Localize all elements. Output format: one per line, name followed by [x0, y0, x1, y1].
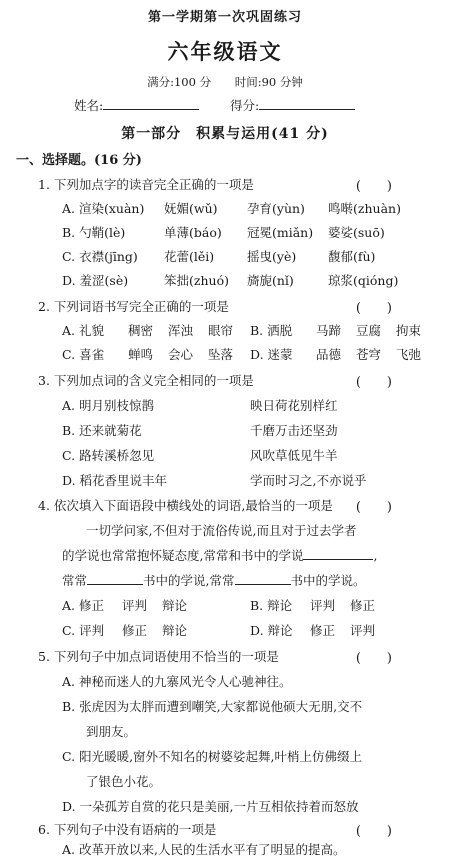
- q3-d1: D. 稻花香里说丰年: [62, 473, 168, 488]
- q3-c1: C. 路转溪桥忽见: [62, 448, 155, 463]
- q2-b2: 马蹄: [316, 323, 342, 338]
- q4-passage-line3-mid: 书中的学说,常常: [143, 573, 235, 588]
- q2-b1: B. 洒脱: [250, 323, 293, 338]
- q4-a1: A. 修正: [62, 598, 104, 613]
- q3-c2: 风吹草低见牛羊: [250, 448, 338, 463]
- q2-c1: C. 喜雀: [62, 347, 105, 362]
- q2-a2: 稠密: [128, 323, 154, 338]
- exam-meta: [0, 74, 450, 90]
- q4-passage-line3: [62, 571, 366, 589]
- q4-stem: 4. 依次填入下面语段中横线处的词语,最恰当的一项是: [38, 498, 333, 513]
- q2-c3: 会心: [168, 347, 194, 362]
- q4-c2: 修正: [122, 623, 148, 638]
- section-heading: 一、选择题。(16 分): [16, 153, 142, 168]
- q2-c4: 坠落: [208, 347, 234, 362]
- q2-b4: 拘束: [396, 323, 422, 338]
- q4-d3: 评判: [350, 623, 376, 638]
- q3-stem: 3. 下列加点词的含义完全相同的一项是: [38, 373, 254, 388]
- q1-b1: B. 勺鞘(lè): [62, 225, 126, 240]
- q6-answer-paren[interactable]: ( ): [355, 824, 392, 839]
- q4-blank-1[interactable]: [303, 547, 373, 560]
- q1-stem: 1. 下列加点字的读音完全正确的一项是: [38, 177, 254, 192]
- q1-a2: 妩媚(wǔ): [164, 201, 218, 216]
- q3-d2: 学而时习之,不亦说乎: [250, 473, 367, 488]
- q1-c4: 馥郁(fù): [328, 249, 376, 264]
- q1-c3: 摇曳(yè): [247, 249, 297, 264]
- q2-d2: 品德: [316, 347, 342, 362]
- q3-b1: B. 还来就菊花: [62, 423, 142, 438]
- score-field[interactable]: [230, 96, 355, 114]
- name-field[interactable]: [74, 96, 199, 114]
- q1-d1: D. 羞涩(sè): [62, 273, 129, 288]
- q4-c3: 辩论: [162, 623, 188, 638]
- q5-option-d-line1: D. 一朵孤芳自赏的花只是美丽,一片互相依持着而怒放: [62, 799, 359, 814]
- q4-blank-3[interactable]: [235, 572, 291, 585]
- q1-c2: 花蕾(lěi): [164, 249, 215, 264]
- q1-d4: 琼浆(qióng): [328, 273, 399, 288]
- name-blank[interactable]: [103, 97, 199, 110]
- q1-b4: 婆娑(suō): [328, 225, 385, 240]
- q5-stem: 5. 下列句子中加点词语使用不恰当的一项是: [38, 649, 279, 664]
- q5-option-b-line1: B. 张虎因为太胖而遭到嘲笑,大家都说他硕大无朋,交不: [62, 699, 363, 714]
- q2-stem: 2. 下列词语书写完全正确的一项是: [38, 299, 229, 314]
- q3-answer-paren[interactable]: ( ): [355, 375, 392, 390]
- q4-passage-line2-text: 的学说也常常抱怀疑态度,常常和书中的学说: [62, 548, 304, 563]
- q4-blank-2[interactable]: [87, 572, 143, 585]
- q6-stem: 6. 下列句子中没有语病的一项是: [38, 822, 217, 837]
- q2-a1: A. 礼貌: [62, 323, 104, 338]
- q3-a1: A. 明月别枝惊鹊: [62, 398, 154, 413]
- q5-option-c-line2: 了银色小花。: [86, 774, 162, 789]
- q1-d2: 笨拙(zhuó): [164, 273, 229, 288]
- q2-c2: 蝉鸣: [128, 347, 154, 362]
- q4-a3: 辩论: [162, 598, 188, 613]
- q4-b2: 评判: [310, 598, 336, 613]
- part-heading: 第一部分 积累与运用(41 分): [121, 126, 329, 142]
- q1-answer-paren[interactable]: ( ): [355, 179, 392, 194]
- q4-passage-line3-start: 常常: [62, 573, 88, 588]
- q1-a4: 鸣啭(zhuàn): [328, 201, 401, 216]
- q1-d3: 旖旎(nǐ): [247, 273, 294, 288]
- q2-answer-paren[interactable]: ( ): [355, 301, 392, 316]
- q4-a2: 评判: [122, 598, 148, 613]
- q4-passage-line1: 一切学问家,不但对于流俗传说,而且对于过去学者: [86, 523, 357, 538]
- q1-a3: 孕育(yùn): [247, 201, 305, 216]
- score-label: 得分:: [230, 98, 260, 113]
- q2-a4: 眼帘: [208, 323, 234, 338]
- q2-a3: 浑浊: [168, 323, 194, 338]
- q4-passage-line2-end: ,: [373, 548, 378, 563]
- page-title: 六年级语文: [167, 39, 283, 64]
- q4-b3: 修正: [350, 598, 376, 613]
- q2-b3: 豆腐: [356, 323, 382, 338]
- q4-passage-line2: [62, 546, 377, 564]
- q4-c1: C. 评判: [62, 623, 105, 638]
- score-blank[interactable]: [259, 97, 355, 110]
- q4-b1: B. 辩论: [250, 598, 293, 613]
- q5-option-b-line2: 到朋友。: [86, 724, 137, 739]
- q1-a1: A. 渲染(xuàn): [62, 201, 145, 216]
- q4-d1: D. 辩论: [250, 623, 293, 638]
- q1-b2: 单薄(báo): [164, 225, 222, 240]
- q1-b3: 冠冕(miǎn): [247, 225, 314, 240]
- time-limit: 时间:90 分钟: [234, 75, 303, 89]
- q4-answer-paren[interactable]: ( ): [355, 500, 392, 515]
- q3-b2: 千磨万击还坚劲: [250, 423, 338, 438]
- q3-a2: 映日荷花别样红: [250, 398, 338, 413]
- q5-answer-paren[interactable]: ( ): [355, 651, 392, 666]
- name-label: 姓名:: [74, 98, 104, 113]
- q5-option-a: A. 神秘而迷人的九寨风光令人心驰神往。: [62, 674, 292, 689]
- q6-option-a: A. 改革开放以来,人民的生活水平有了明显的提高。: [62, 842, 346, 857]
- q5-option-c-line1: C. 阳光暖暖,窗外不知名的树婆娑起舞,叶梢上仿佛缀上: [62, 749, 363, 764]
- q4-passage-line3-end: 书中的学说。: [290, 573, 366, 588]
- q2-d3: 苍穹: [356, 347, 382, 362]
- q4-d2: 修正: [310, 623, 336, 638]
- term-heading: 第一学期第一次巩固练习: [147, 10, 302, 25]
- full-score: 满分:100 分: [147, 75, 212, 89]
- q2-d1: D. 迷蒙: [250, 347, 293, 362]
- q2-d4: 飞弛: [396, 347, 422, 362]
- q1-c1: C. 衣襟(jīng): [62, 249, 138, 264]
